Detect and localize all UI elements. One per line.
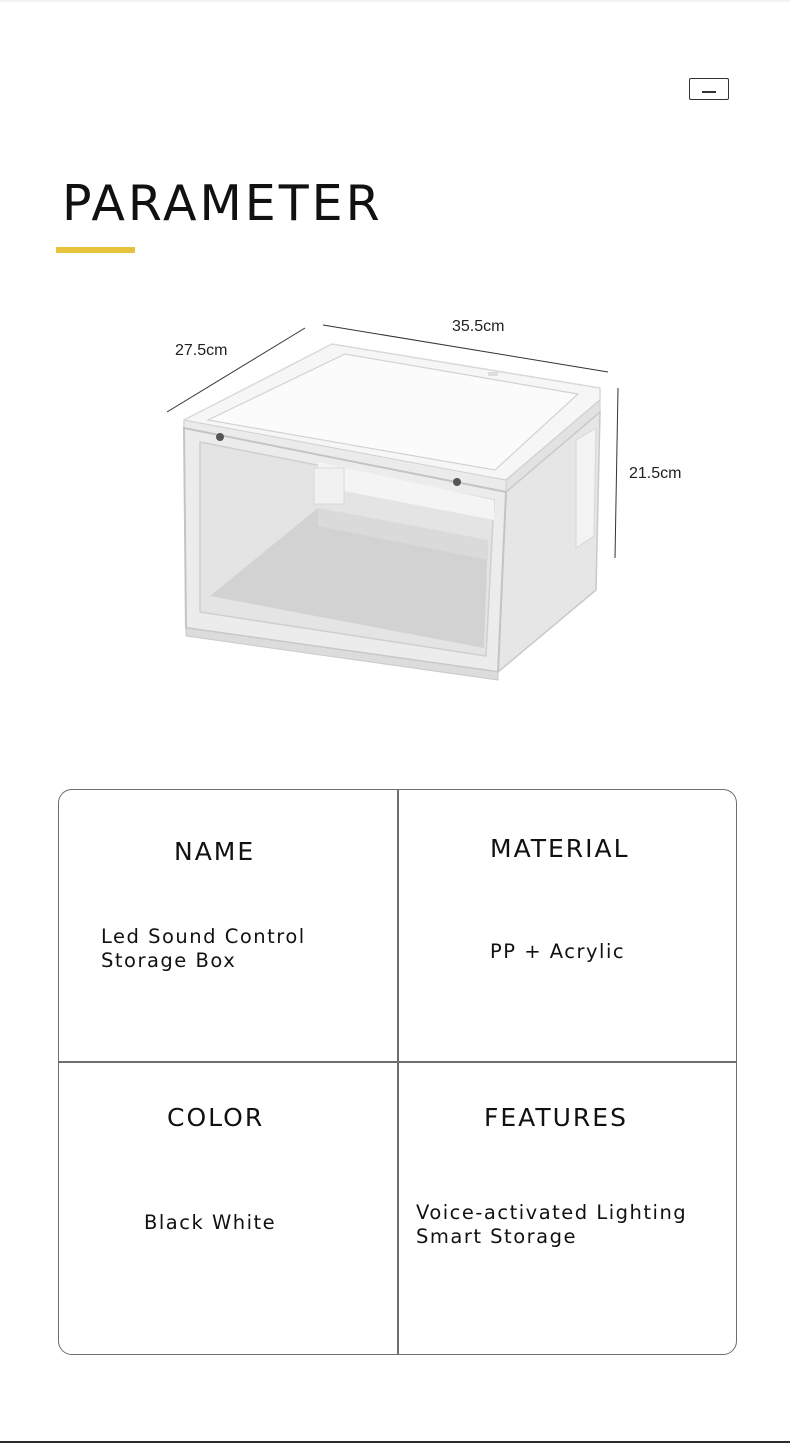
features-heading: FEATURES (484, 1103, 628, 1132)
title-accent-bar (56, 247, 135, 253)
rectangle-outline-icon (689, 78, 729, 100)
material-heading: MATERIAL (490, 834, 630, 863)
color-value: Black White (144, 1211, 277, 1234)
features-value-line2: Smart Storage (416, 1225, 577, 1248)
name-value-line2: Storage Box (101, 949, 237, 972)
depth-label: 27.5cm (175, 342, 228, 359)
name-heading: NAME (174, 837, 256, 866)
spec-table (58, 789, 737, 1355)
table-horizontal-divider (59, 1061, 736, 1063)
top-divider (0, 0, 790, 2)
features-value-line1: Voice-activated Lighting (416, 1201, 688, 1224)
name-value-line1: Led Sound Control (101, 925, 306, 948)
page-title: PARAMETER (62, 175, 383, 232)
material-value: PP + Acrylic (490, 940, 626, 963)
height-label: 21.5cm (629, 465, 682, 482)
product-image (150, 300, 710, 700)
color-heading: COLOR (167, 1103, 265, 1132)
width-label: 35.5cm (452, 318, 505, 335)
table-vertical-divider (397, 790, 399, 1354)
